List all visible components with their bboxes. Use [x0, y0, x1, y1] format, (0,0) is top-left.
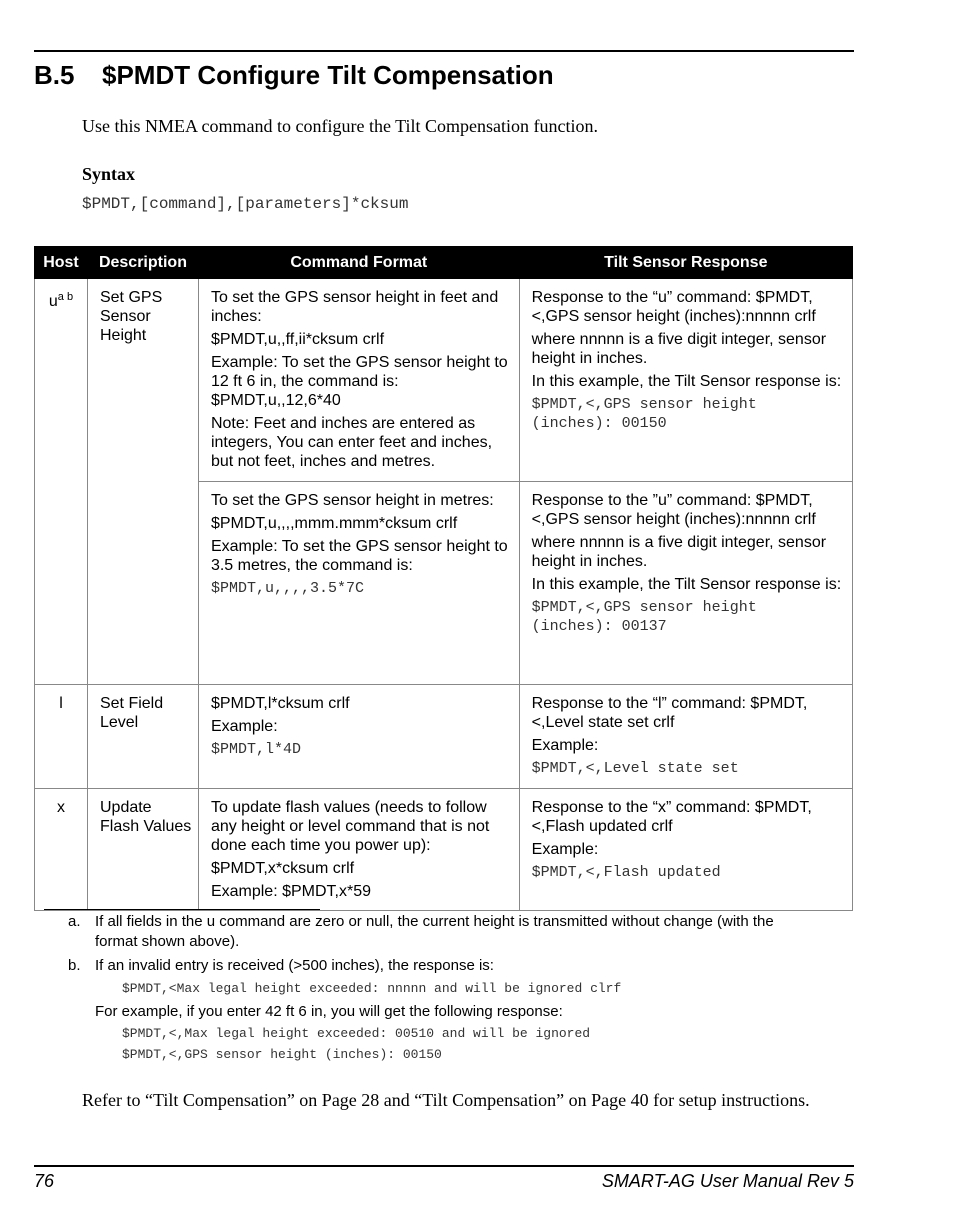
header-command-format: Command Format: [198, 247, 519, 279]
cmd-line: Note: Feet and inches are entered as integers, You can enter feet and inches, but not feet, inches and metres.: [210, 415, 493, 470]
section-heading: [34, 60, 554, 91]
section-title: $PMDT Configure Tilt Compensation: [102, 60, 554, 90]
host-cell: l: [35, 685, 88, 789]
cmd-code: $PMDT,u,,,,3.5*7C: [210, 580, 364, 597]
response-cell: [519, 482, 852, 685]
footnote-a-mark: a.: [68, 913, 81, 930]
cmd-line: To set the GPS sensor height in feet and inches:: [210, 289, 499, 325]
description-cell: Set Field Level: [87, 685, 198, 789]
syntax-heading: Syntax: [82, 164, 136, 184]
syntax-format: $PMDT,[command],[parameters]*cksum: [82, 195, 409, 213]
footnote-code: $PMDT,<,Max legal height exceeded: 00510 and will be ignored: [122, 1026, 591, 1041]
footnote-ref: a b: [57, 291, 74, 303]
resp-line: Response to the “u” command: $PMDT,<,GPS sensor height (inches):nnnnn crlf: [531, 289, 816, 325]
cmd-line: $PMDT,x*cksum crlf: [210, 860, 355, 877]
manual-title: SMART-AG User Manual Rev 5: [601, 1171, 854, 1191]
top-rule: [34, 50, 854, 52]
header-host: Host: [35, 247, 88, 279]
header-description: Description: [87, 247, 198, 279]
cmd-code: $PMDT,l*4D: [210, 741, 301, 758]
command-cell: [198, 482, 519, 685]
cmd-line: To set the GPS sensor height in metres:: [210, 492, 494, 509]
resp-code: $PMDT,<,GPS sensor height (inches): 00150: [531, 396, 757, 432]
description-cell: Set GPS Sensor Height: [87, 279, 198, 685]
host-code: u: [48, 293, 58, 310]
footnote-b-text2: For example, if you enter 42 ft 6 in, you will get the following response:: [95, 1003, 563, 1020]
resp-line: where nnnnn is a five digit integer, sensor height in inches.: [531, 331, 827, 367]
resp-code: $PMDT,<,Level state set: [531, 760, 739, 777]
footnote-rule: [44, 909, 320, 910]
footnote-a-text: If all fields in the u command are zero or null, the current height is transmitted without change (with the format shown above).: [95, 913, 774, 950]
host-cell: [35, 279, 88, 685]
footnote-code: $PMDT,<Max legal height exceeded: nnnnn and will be ignored clrf: [122, 981, 622, 996]
section-number: B.5: [34, 60, 75, 90]
command-cell: [198, 789, 519, 911]
description-cell: Update Flash Values: [87, 789, 198, 911]
footnote-a: [68, 912, 808, 952]
resp-line: In this example, the Tilt Sensor response is:: [531, 373, 842, 390]
cmd-line: To update flash values (needs to follow any height or level command that is not done each time you power up):: [210, 799, 490, 854]
cmd-line: Example: To set the GPS sensor height to 3.5 metres, the command is:: [210, 538, 508, 574]
cmd-line: $PMDT,l*cksum crlf: [210, 695, 350, 712]
resp-code: $PMDT,<,GPS sensor height (inches): 00137: [531, 599, 757, 635]
cmd-line: Example:: [210, 718, 278, 735]
resp-line: Example:: [531, 737, 599, 754]
footnote-b: [68, 956, 808, 976]
table-row: [35, 789, 853, 911]
cmd-line: $PMDT,u,,ff,ii*cksum crlf: [210, 331, 385, 348]
resp-line: Response to the “x” command: $PMDT,<,Flash updated crlf: [531, 799, 812, 835]
table-header-row: [35, 247, 853, 279]
cmd-line: $PMDT,u,,,,mmm.mmm*cksum crlf: [210, 515, 458, 532]
footnote-code: $PMDT,<,GPS sensor height (inches): 00150: [122, 1047, 442, 1062]
host-cell: x: [35, 789, 88, 911]
resp-code: $PMDT,<,Flash updated: [531, 864, 721, 881]
response-cell: [519, 279, 852, 482]
footnote-b-mark: b.: [68, 957, 81, 974]
page-number: 76: [34, 1171, 55, 1191]
command-cell: [198, 279, 519, 482]
resp-line: where nnnnn is a five digit integer, sensor height in inches.: [531, 534, 827, 570]
resp-line: Response to the “l” command: $PMDT,<,Level state set crlf: [531, 695, 808, 731]
cmd-line: Example: $PMDT,x*59: [210, 883, 371, 900]
response-cell: [519, 789, 852, 911]
cmd-line: Example: To set the GPS sensor height to 12 ft 6 in, the command is: $PMDT,u,,12,6*40: [210, 354, 508, 409]
refer-text: Refer to “Tilt Compensation” on Page 28 and “Tilt Compensation” on Page 40 for setup instructions.: [82, 1090, 810, 1110]
table-row: [35, 279, 853, 482]
command-cell: [198, 685, 519, 789]
command-table: [34, 246, 853, 911]
intro-text: Use this NMEA command to configure the Tilt Compensation function.: [82, 116, 598, 136]
resp-line: In this example, the Tilt Sensor response is:: [531, 576, 842, 593]
bottom-rule: [34, 1165, 854, 1167]
header-tilt-sensor-response: Tilt Sensor Response: [519, 247, 852, 279]
resp-line: Response to the ”u” command: $PMDT,<,GPS sensor height (inches):nnnnn crlf: [531, 492, 816, 528]
footnote-b-text: If an invalid entry is received (>500 inches), the response is:: [95, 957, 494, 974]
resp-line: Example:: [531, 841, 599, 858]
response-cell: [519, 685, 852, 789]
table-row: [35, 685, 853, 789]
